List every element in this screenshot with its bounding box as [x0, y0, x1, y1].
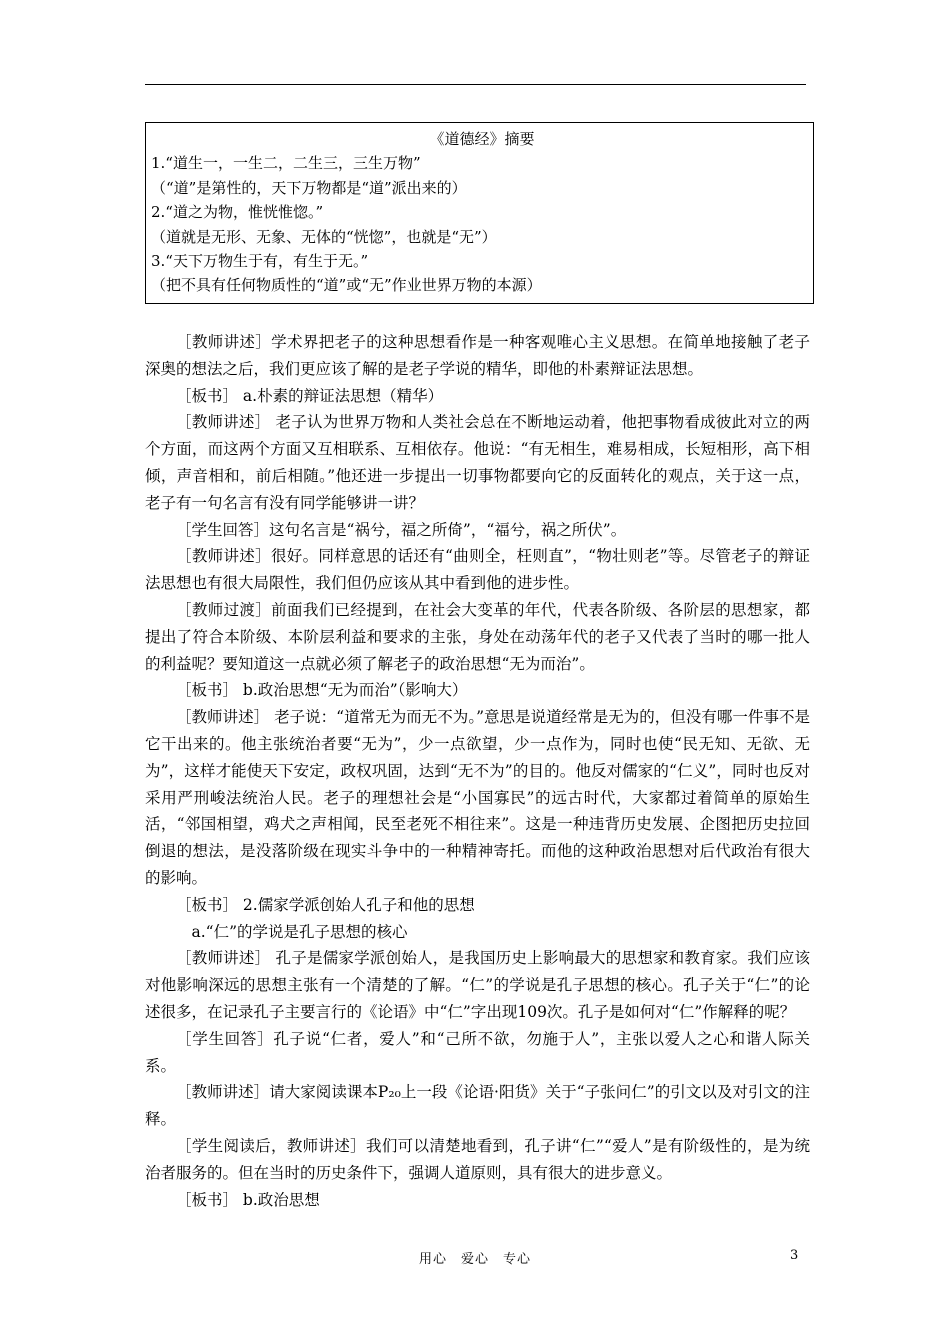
lesson-body [145, 329, 810, 1213]
board-subheading: a.“仁”的学说是孔子思想的核心 [191, 922, 408, 941]
board-note: ［板书］ a.朴素的辩证法思想（精华） [176, 386, 444, 405]
paragraph: ［学生阅读后，教师讲述］我们可以清楚地看到，孔子讲“仁”“爱人”是有阶级性的，是为统治者服务的。但在当时的历史条件下，强调人道原则，具有很大的进步意义。 [145, 1136, 810, 1182]
summary-title: 《道德经》摘要 [429, 130, 535, 148]
paragraph: ［学生回答］这句名言是“祸兮，福之所倚”，“福兮，祸之所伏”。 [176, 520, 627, 539]
summary-line: （道就是无形、无象、无体的“恍惚”，也就是“无”） [151, 227, 497, 246]
summary-line: 2.“道之为物，惟恍惟惚。” [151, 203, 324, 222]
board-note: ［板书］ b.政治思想“无为而治”（影响大） [176, 681, 468, 700]
paragraph: ［教师过渡］前面我们已经提到，在社会大变革的年代，代表各阶级、各阶层的思想家，都提出了符合本阶级、本阶层利益和要求的主张，身处在动荡年代的老子又代表了当时的哪一批人的利益呢？要知道这一点就必须了解老子的政治思想“无为而治”。 [145, 600, 810, 673]
footer-motto: 用心 爱心 专心 [418, 1252, 531, 1267]
summary-line: （把不具有任何物质性的“道”或“无”作业世界万物的本源） [151, 276, 542, 295]
summary-line: 1.“道生一，一生二，二生三，三生万物” [151, 154, 421, 173]
summary-box [145, 122, 814, 304]
board-note: ［板书］ 2.儒家学派创始人孔子和他的思想 [176, 895, 475, 914]
paragraph: ［教师讲述］很好。同样意思的话还有“曲则全，枉则直”，“物壮则老”等。尽管老子的辩证法思想也有很大局限性，我们但仍应该从其中看到他的进步性。 [145, 547, 810, 593]
paragraph: ［学生回答］孔子说“仁者，爱人”和“己所不欲，勿施于人”，主张以爱人之心和谐人际关系。 [145, 1029, 810, 1075]
board-note: ［板书］ b.政治思想 [176, 1190, 320, 1209]
page-number: 3 [790, 1248, 799, 1263]
summary-line: 3.“天下万物生于有，有生于无。” [151, 252, 369, 271]
header-rule [145, 84, 806, 85]
paragraph: ［教师讲述］ 老子说：“道常无为而无不为。”意思是说道经常是无为的，但没有哪一件事不是它干出来的。他主张统治者要“无为”，少一点欲望，少一点作为，同时也使“民无知、无欲、无为”，这样才能使天下安定，政权巩固，达到“无不为”的目的。他反对儒家的“仁义”，同时也反对采用严刑峻法统治人民。老子的理想社会是“小国寡民”的远古时代，大家都过着简单的原始生活，“邻国相望，鸡犬之声相闻，民至老死不相往来”。这是一种违背历史发展、企图把历史拉回倒退的想法，是没落阶级在现实斗争中的一种精神寄托。而他的这种政治思想对后代政治有很大的影响。 [145, 708, 810, 887]
paragraph: ［教师讲述］ 孔子是儒家学派创始人，是我国历史上影响最大的思想家和教育家。我们应该对他影响深远的思想主张有一个清楚的了解。“仁”的学说是孔子思想的核心。孔子关于“仁”的论述很多，在记录孔子主要言行的《论语》中“仁”字出现109次。孔子是如何对“仁”作解释的呢？ [145, 949, 810, 1021]
paragraph: ［教师讲述］学术界把老子的这种思想看作是一种客观唯心主义思想。在简单地接触了老子深奥的想法之后，我们更应该了解的是老子学说的精华，即他的朴素辩证法思想。 [145, 333, 810, 378]
paragraph: ［教师讲述］请大家阅读课本P₂₀上一段《论语·阳货》关于“子张问仁”的引文以及对引文的注释。 [145, 1083, 810, 1129]
paragraph: ［教师讲述］ 老子认为世界万物和人类社会总在不断地运动着，他把事物看成彼此对立的两个方面，而这两个方面又互相联系、互相依存。他说：“有无相生，难易相成，长短相形，高下相倾，声音相和，前后相随。”他还进一步提出一切事物都要向它的反面转化的观点，关于这一点，老子有一句名言有没有同学能够讲一讲？ [145, 413, 810, 512]
summary-line: （“道”是第性的，天下万物都是“道”派出来的） [151, 178, 467, 197]
